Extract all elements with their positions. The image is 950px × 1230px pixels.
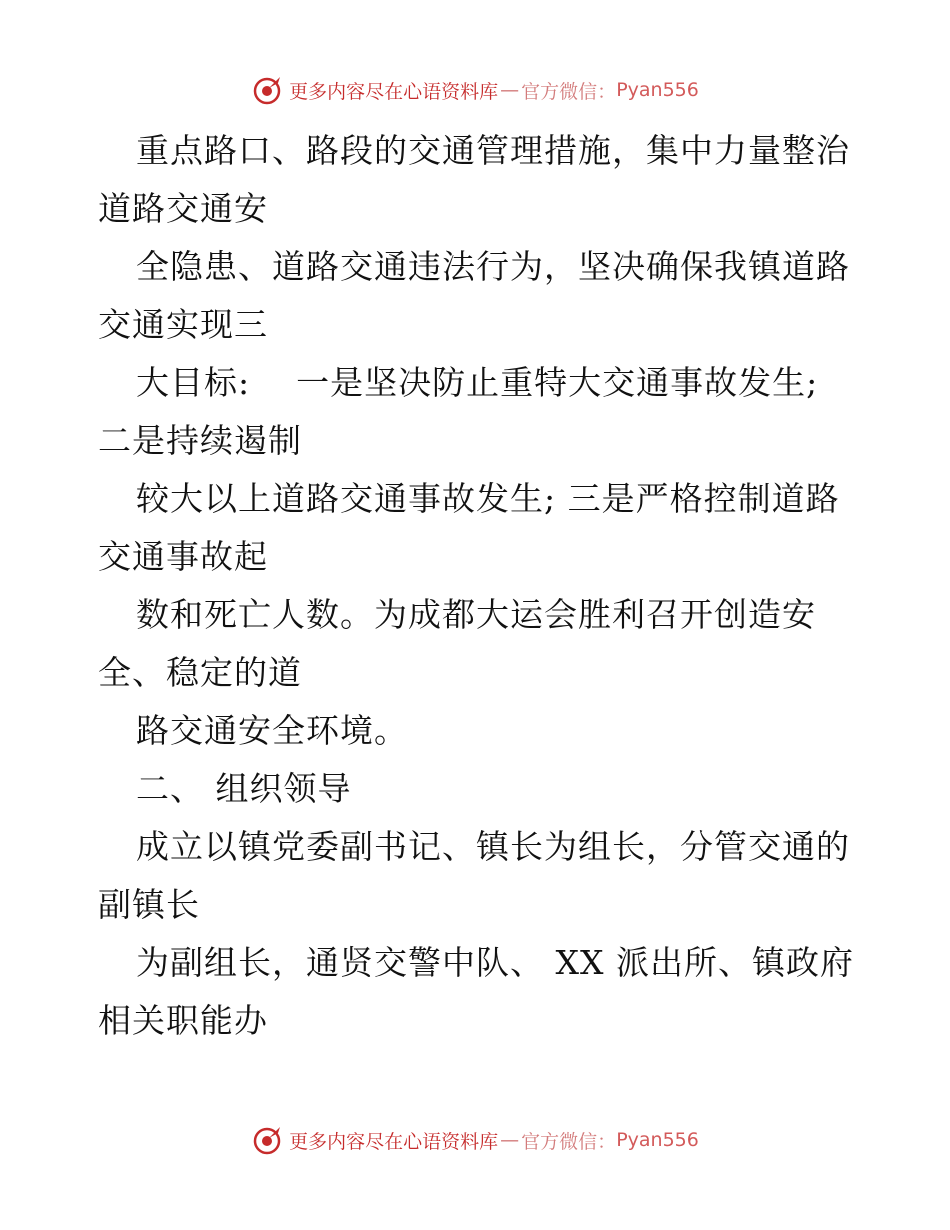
watermark-official-label: 官方微信： — [521, 80, 617, 103]
footer-watermark — [0, 1124, 950, 1156]
watermark-wechat-id: Pyan556 — [616, 79, 699, 101]
paragraph-line: 道路交通安 — [98, 189, 268, 228]
paragraph-line: 副镇长 — [98, 885, 200, 924]
paragraph-line: 大目标: 一是坚决防止重特大交通事故发生; — [136, 363, 819, 402]
paragraph-line: 数和死亡人数。为成都大运会胜利召开创造安 — [136, 595, 816, 634]
watermark-main-text: 更多内容尽在心语资料库 — [289, 1130, 499, 1153]
paragraph-line: 全、稳定的道 — [98, 653, 302, 692]
watermark-wechat-id: Pyan556 — [616, 1129, 699, 1151]
document-body — [98, 122, 858, 1050]
paragraph-line: 为副组长，通贤交警中队、 XX 派出所、镇政府 — [136, 943, 854, 982]
watermark-main-text: 更多内容尽在心语资料库 — [289, 80, 499, 103]
paragraph-line: 全隐患、道路交通违法行为，坚决确保我镇道路 — [136, 247, 850, 286]
paragraph-line: 成立以镇党委副书记、镇长为组长，分管交通的 — [136, 827, 850, 866]
quill-seal-icon — [251, 74, 283, 106]
watermark-dash: — — [500, 79, 520, 101]
section-heading: 二、 组织领导 — [136, 769, 352, 808]
paragraph-line: 二是持续遏制 — [98, 421, 302, 460]
paragraph-line: 路交通安全环境。 — [136, 711, 408, 750]
paragraph-line: 交通实现三 — [98, 305, 268, 344]
paragraph-line: 相关职能办 — [98, 1001, 268, 1040]
paragraph-line: 较大以上道路交通事故发生; 三是严格控制道路 — [136, 479, 840, 518]
header-watermark — [0, 74, 950, 106]
paragraph-line: 交通事故起 — [98, 537, 268, 576]
watermark-dash: — — [500, 1129, 520, 1151]
watermark-official-label: 官方微信： — [521, 1130, 617, 1153]
paragraph-line: 重点路口、路段的交通管理措施，集中力量整治 — [136, 131, 850, 170]
quill-seal-icon — [251, 1124, 283, 1156]
